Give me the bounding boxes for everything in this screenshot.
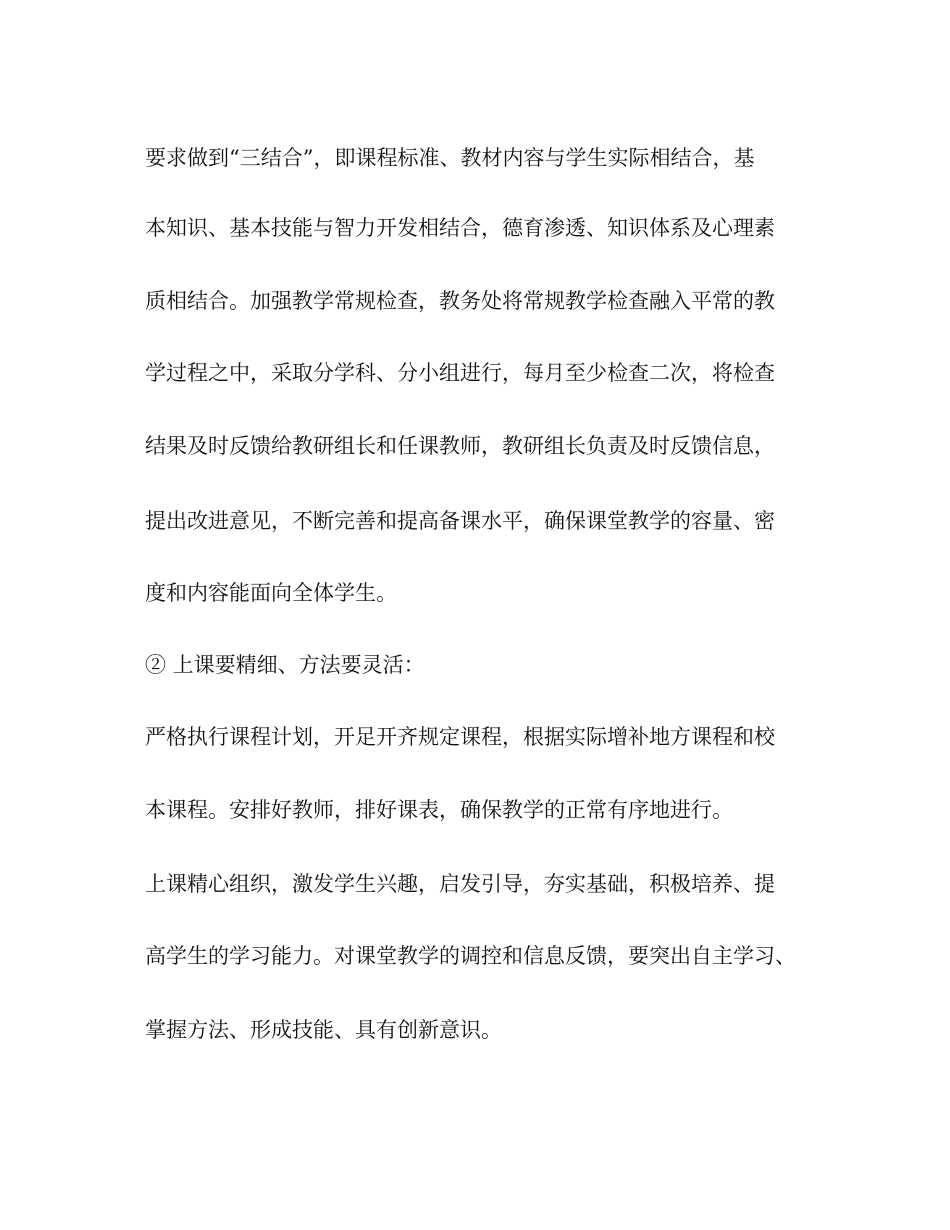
paragraph-line: 学过程之中，采取分学科、分小组进行，每月至少检查二次，将检查	[145, 361, 775, 385]
paragraph-line: 掌握方法、形成技能、具有创新意识。	[145, 1018, 502, 1042]
paragraph-line: 上课精心组织，激发学生兴趣，启发引导，夯实基础，积极培养、提	[145, 872, 775, 896]
section-heading: ② 上课要精细、方法要灵活：	[145, 653, 425, 677]
paragraph-line: 本知识、基本技能与智力开发相结合，德育渗透、知识体系及心理素	[145, 216, 775, 240]
paragraph-line: 提出改进意见，不断完善和提高备课水平，确保课堂教学的容量、密	[145, 509, 775, 533]
paragraph-line: 本课程。安排好教师，排好课表，确保教学的正常有序地进行。	[145, 798, 733, 822]
paragraph-line: 严格执行课程计划，开足开齐规定课程，根据实际增补地方课程和校	[145, 725, 775, 749]
paragraph-line: 要求做到“三结合”，即课程标准、教材内容与学生实际相结合，基	[145, 146, 755, 170]
paragraph-line: 结果及时反馈给教研组长和任课教师，教研组长负责及时反馈信息，	[145, 434, 775, 458]
paragraph-line: 度和内容能面向全体学生。	[145, 581, 397, 605]
paragraph-line: 高学生的学习能力。对课堂教学的调控和信息反馈，要突出自主学习、	[145, 944, 796, 968]
paragraph-line: 质相结合。加强教学常规检查，教务处将常规教学检查融入平常的教	[145, 289, 775, 313]
